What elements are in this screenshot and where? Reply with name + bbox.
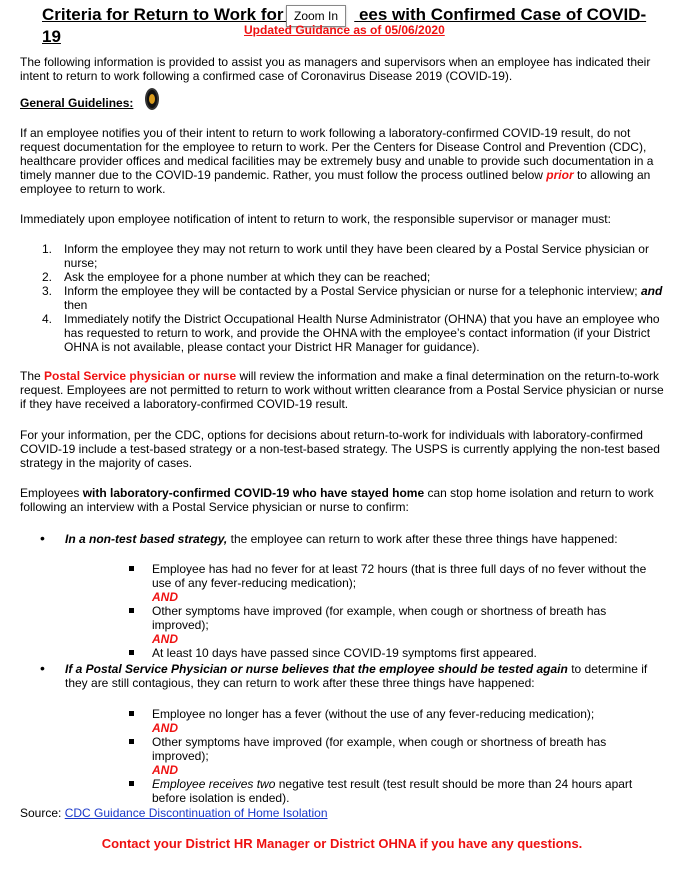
- test-strategy-bullet: • If a Postal Service Physician or nurse believes that the employee should be tested again to determine if they are still contagious, they can return to work after these three things have happened:: [40, 660, 648, 690]
- non-test-strategy-bullet: • In a non-test based strategy, the employee can return to work after these three things have happened:: [40, 530, 618, 546]
- list-item: Employee receives two negative test result (test result should be more than 24 hours apart before isolation is ended).: [120, 777, 666, 805]
- cdc-guidance-link[interactable]: CDC Guidance Discontinuation of Home Isolation: [64, 806, 328, 820]
- test-criteria-list: [120, 707, 666, 805]
- cdc-info-paragraph: For your information, per the CDC, options for decisions about return-to-work for individuals with laboratory-confirmed COVID-19 include a test-based strategy or a non-test-based strategy. The USPS is currently applying the non-test based strategy in the majority of cases.: [20, 428, 660, 470]
- list-item: Other symptoms have improved (for example, when cough or shortness of breath has improved); AND: [120, 735, 666, 777]
- list-item: At least 10 days have passed since COVID-19 symptoms first appeared.: [120, 646, 666, 660]
- list-item: 4. Immediately notify the District Occupational Health Nurse Administrator (OHNA) that you have an employee who has requested to return to work, and provide the OHNA with the employee’s contact information (if your District OHNA is not available, please contact your District HR Manager for guidance).: [42, 312, 660, 354]
- list-item: Other symptoms have improved (for example, when cough or shortness of breath has improved); AND: [120, 604, 666, 646]
- list-item: Employee has had no fever for at least 72 hours (that is three full days of no fever without the use of any fever-reducing medication); AND: [120, 562, 666, 604]
- list-item: Employee no longer has a fever (without the use of any fever-reducing medication); AND: [120, 707, 666, 735]
- title-left: Criteria for Return to Work for: [42, 5, 284, 24]
- square-bullet-icon: [129, 566, 134, 571]
- postal-physician-emphasis: Postal Service physician or nurse: [44, 369, 237, 383]
- employees-paragraph: Employees with laboratory-confirmed COVID-19 who have stayed home can stop home isolation and return to work following an interview with a Postal Service physician or nurse to confirm:: [20, 486, 654, 514]
- source-line: Source: CDC Guidance Discontinuation of Home Isolation: [20, 806, 328, 820]
- general-guidelines-heading: General Guidelines:: [20, 96, 134, 110]
- contact-notice: Contact your District HR Manager or District OHNA if you have any questions.: [101, 836, 583, 851]
- updated-guidance-subtitle: Updated Guidance as of 05/06/2020: [244, 23, 445, 37]
- steps-list: [20, 242, 666, 354]
- title-right: ees with Confirmed Case of COVID-19: [42, 5, 647, 46]
- zoom-in-button[interactable]: Zoom In: [286, 5, 346, 27]
- list-item: 2. Ask the employee for a phone number at which they can be reached;: [42, 270, 431, 284]
- prior-emphasis: prior: [546, 168, 574, 182]
- circle-bullet-icon: [145, 88, 159, 110]
- general-paragraph-1: If an employee notifies you of their intent to return to work following a laboratory-confirmed COVID-19 result, do not request documentation for the employee to return to work. Per the Centers for Disease Control and Prevention (CDC), healthcare provider offices and medical facilities may be extremely busy and unable to provide such documentation in a timely manner due to the COVID-19 pandemic. Rather, you must follow the process outlined below prior to allowing an employee to return to work.: [20, 126, 654, 196]
- intro-paragraph: The following information is provided to assist you as managers and supervisors when an employee has indicated their intent to return to work following a confirmed case of Coronavirus Disease 2019 (COVID-19).: [20, 55, 651, 83]
- bullet-icon: •: [40, 660, 45, 676]
- bullet-icon: •: [40, 530, 45, 546]
- list-item: 1. Inform the employee they may not return to work until they have been cleared by a Postal Service physician or nurse;: [42, 242, 649, 270]
- square-bullet-icon: [129, 781, 134, 786]
- square-bullet-icon: [129, 650, 134, 655]
- non-test-criteria-list: [120, 562, 666, 660]
- square-bullet-icon: [129, 711, 134, 716]
- list-item: 3. Inform the employee they will be contacted by a Postal Service physician or nurse for a telephonic interview; and then: [42, 284, 663, 312]
- review-paragraph: The Postal Service physician or nurse will review the information and make a final determination on the return-to-work request. Employees are not permitted to return to work without written clearance from a Postal Service physician or nurse if they have received a laboratory-confirmed COVID-19 result.: [20, 369, 664, 411]
- square-bullet-icon: [129, 739, 134, 744]
- square-bullet-icon: [129, 608, 134, 613]
- general-paragraph-2: Immediately upon employee notification of intent to return to work, the responsible supervisor or manager must:: [20, 212, 611, 226]
